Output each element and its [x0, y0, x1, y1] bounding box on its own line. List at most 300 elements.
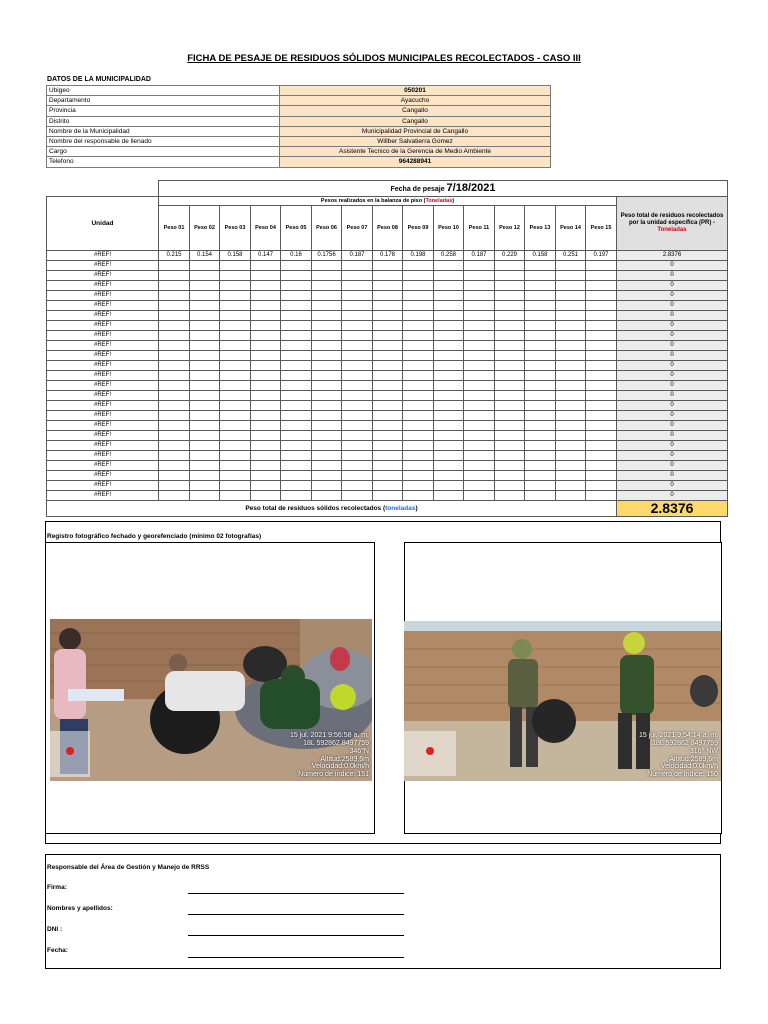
weight-cell[interactable]: [495, 291, 525, 301]
weight-cell[interactable]: [312, 361, 342, 371]
weight-cell[interactable]: [464, 301, 495, 311]
weight-cell[interactable]: [251, 311, 281, 321]
weight-cell[interactable]: [373, 321, 403, 331]
weight-cell[interactable]: [342, 461, 373, 471]
weight-cell[interactable]: [525, 331, 556, 341]
weight-cell[interactable]: [586, 461, 617, 471]
weight-cell[interactable]: [434, 461, 464, 471]
weight-cell[interactable]: [464, 411, 495, 421]
weight-cell[interactable]: [281, 441, 312, 451]
weight-cell[interactable]: [190, 261, 220, 271]
weight-cell[interactable]: 0.187: [342, 251, 373, 261]
weight-cell[interactable]: [495, 261, 525, 271]
weight-cell[interactable]: [434, 281, 464, 291]
weight-cell[interactable]: [556, 371, 586, 381]
weight-cell[interactable]: [464, 351, 495, 361]
weight-cell[interactable]: [373, 311, 403, 321]
weight-cell[interactable]: [464, 341, 495, 351]
weight-cell[interactable]: [434, 401, 464, 411]
weight-cell[interactable]: [159, 281, 190, 291]
weight-cell[interactable]: [464, 261, 495, 271]
weight-cell[interactable]: [190, 381, 220, 391]
weight-cell[interactable]: [342, 301, 373, 311]
weight-cell[interactable]: [251, 371, 281, 381]
weight-cell[interactable]: [525, 401, 556, 411]
weight-cell[interactable]: [373, 441, 403, 451]
weight-cell[interactable]: [251, 441, 281, 451]
weight-cell[interactable]: [342, 491, 373, 501]
weight-cell[interactable]: [586, 391, 617, 401]
weight-cell[interactable]: [373, 391, 403, 401]
weight-cell[interactable]: [556, 401, 586, 411]
weight-cell[interactable]: [586, 311, 617, 321]
weight-cell[interactable]: [495, 281, 525, 291]
weight-cell[interactable]: [373, 451, 403, 461]
weight-cell[interactable]: [464, 391, 495, 401]
weight-cell[interactable]: [220, 281, 251, 291]
weight-cell[interactable]: [190, 341, 220, 351]
weight-cell[interactable]: [373, 281, 403, 291]
weight-cell[interactable]: [403, 491, 434, 501]
weight-cell[interactable]: [434, 411, 464, 421]
weight-cell[interactable]: [373, 361, 403, 371]
weight-cell[interactable]: [342, 411, 373, 421]
weight-cell[interactable]: [342, 421, 373, 431]
dni-line[interactable]: [188, 935, 404, 936]
weight-cell[interactable]: [373, 371, 403, 381]
weight-cell[interactable]: [525, 411, 556, 421]
weight-cell[interactable]: [586, 471, 617, 481]
weight-cell[interactable]: [190, 471, 220, 481]
weight-cell[interactable]: [312, 311, 342, 321]
weight-cell[interactable]: [251, 381, 281, 391]
weight-cell[interactable]: [556, 341, 586, 351]
weight-cell[interactable]: [434, 271, 464, 281]
weight-cell[interactable]: [495, 451, 525, 461]
weight-cell[interactable]: [342, 471, 373, 481]
weight-cell[interactable]: [312, 411, 342, 421]
weight-cell[interactable]: [312, 331, 342, 341]
weight-cell[interactable]: [220, 371, 251, 381]
weight-cell[interactable]: [556, 441, 586, 451]
weight-cell[interactable]: [190, 311, 220, 321]
weight-cell[interactable]: [434, 321, 464, 331]
weight-cell[interactable]: 0.229: [495, 251, 525, 261]
weight-cell[interactable]: [342, 451, 373, 461]
weight-cell[interactable]: [373, 431, 403, 441]
weight-cell[interactable]: [586, 291, 617, 301]
weight-cell[interactable]: [251, 431, 281, 441]
weight-cell[interactable]: [403, 281, 434, 291]
weight-cell[interactable]: [556, 421, 586, 431]
weight-cell[interactable]: [342, 261, 373, 271]
weight-cell[interactable]: [342, 271, 373, 281]
weight-cell[interactable]: [586, 261, 617, 271]
weight-cell[interactable]: [403, 471, 434, 481]
weight-cell[interactable]: [190, 371, 220, 381]
weight-cell[interactable]: [190, 411, 220, 421]
weight-cell[interactable]: [281, 381, 312, 391]
weight-cell[interactable]: [159, 371, 190, 381]
weight-cell[interactable]: [159, 461, 190, 471]
weight-cell[interactable]: [525, 271, 556, 281]
weight-cell[interactable]: [556, 381, 586, 391]
weight-cell[interactable]: [220, 351, 251, 361]
weight-cell[interactable]: [281, 491, 312, 501]
weight-cell[interactable]: [281, 281, 312, 291]
weight-cell[interactable]: [281, 321, 312, 331]
weight-cell[interactable]: [495, 481, 525, 491]
weight-cell[interactable]: 0.198: [403, 251, 434, 261]
weight-cell[interactable]: [342, 431, 373, 441]
weight-cell[interactable]: [281, 481, 312, 491]
weight-cell[interactable]: [373, 481, 403, 491]
weight-cell[interactable]: [434, 361, 464, 371]
weight-cell[interactable]: [312, 371, 342, 381]
weight-cell[interactable]: [312, 481, 342, 491]
weight-cell[interactable]: [342, 391, 373, 401]
weight-cell[interactable]: [373, 301, 403, 311]
weight-cell[interactable]: 0.154: [190, 251, 220, 261]
weight-cell[interactable]: [525, 451, 556, 461]
weight-cell[interactable]: [220, 361, 251, 371]
weight-cell[interactable]: 0.258: [434, 251, 464, 261]
weight-cell[interactable]: [586, 351, 617, 361]
weight-cell[interactable]: [586, 271, 617, 281]
weight-cell[interactable]: [251, 261, 281, 271]
weight-cell[interactable]: [556, 461, 586, 471]
weight-cell[interactable]: [586, 331, 617, 341]
weight-cell[interactable]: [556, 351, 586, 361]
weight-cell[interactable]: [159, 261, 190, 271]
weight-cell[interactable]: [281, 301, 312, 311]
weight-cell[interactable]: [220, 311, 251, 321]
weight-cell[interactable]: [464, 291, 495, 301]
weight-cell[interactable]: [220, 331, 251, 341]
weight-cell[interactable]: [434, 291, 464, 301]
weight-cell[interactable]: [342, 371, 373, 381]
weight-cell[interactable]: [464, 421, 495, 431]
weight-cell[interactable]: [281, 401, 312, 411]
weight-cell[interactable]: [159, 311, 190, 321]
weight-cell[interactable]: [190, 491, 220, 501]
weight-cell[interactable]: [281, 291, 312, 301]
weight-cell[interactable]: [190, 271, 220, 281]
weight-cell[interactable]: [434, 471, 464, 481]
weight-cell[interactable]: 0.147: [251, 251, 281, 261]
weight-cell[interactable]: [495, 461, 525, 471]
weight-cell[interactable]: [434, 261, 464, 271]
weight-cell[interactable]: [373, 471, 403, 481]
weight-cell[interactable]: [556, 391, 586, 401]
weight-cell[interactable]: [281, 391, 312, 401]
weight-cell[interactable]: [525, 461, 556, 471]
firma-line[interactable]: [188, 893, 404, 894]
weight-cell[interactable]: [373, 341, 403, 351]
weight-cell[interactable]: [586, 281, 617, 291]
weight-cell[interactable]: [403, 381, 434, 391]
weight-cell[interactable]: [373, 421, 403, 431]
weight-cell[interactable]: [586, 441, 617, 451]
weight-cell[interactable]: [159, 431, 190, 441]
weight-cell[interactable]: [342, 441, 373, 451]
weight-cell[interactable]: [434, 381, 464, 391]
weight-cell[interactable]: [556, 431, 586, 441]
weight-cell[interactable]: [403, 341, 434, 351]
weight-cell[interactable]: [586, 491, 617, 501]
weight-cell[interactable]: [281, 351, 312, 361]
weight-cell[interactable]: [281, 371, 312, 381]
weight-cell[interactable]: [434, 301, 464, 311]
weight-cell[interactable]: [464, 491, 495, 501]
weight-cell[interactable]: [403, 361, 434, 371]
weight-cell[interactable]: 0.16: [281, 251, 312, 261]
weight-cell[interactable]: [159, 391, 190, 401]
weight-cell[interactable]: [251, 401, 281, 411]
weight-cell[interactable]: [403, 331, 434, 341]
weight-cell[interactable]: [220, 461, 251, 471]
weight-cell[interactable]: [190, 351, 220, 361]
weight-cell[interactable]: [373, 411, 403, 421]
weight-cell[interactable]: [251, 411, 281, 421]
weight-cell[interactable]: [312, 301, 342, 311]
weight-cell[interactable]: [495, 441, 525, 451]
weight-cell[interactable]: [220, 321, 251, 331]
weight-cell[interactable]: [312, 281, 342, 291]
weight-cell[interactable]: [495, 361, 525, 371]
weight-cell[interactable]: [251, 341, 281, 351]
weight-cell[interactable]: [251, 321, 281, 331]
weight-cell[interactable]: [525, 421, 556, 431]
weight-cell[interactable]: [220, 401, 251, 411]
weight-cell[interactable]: [434, 481, 464, 491]
weight-cell[interactable]: [342, 351, 373, 361]
weight-cell[interactable]: [251, 301, 281, 311]
weight-cell[interactable]: [556, 281, 586, 291]
weight-cell[interactable]: [312, 351, 342, 361]
weight-cell[interactable]: [281, 421, 312, 431]
weight-cell[interactable]: [251, 391, 281, 401]
weight-cell[interactable]: [342, 361, 373, 371]
weight-cell[interactable]: [281, 331, 312, 341]
weight-cell[interactable]: [556, 321, 586, 331]
weight-cell[interactable]: [312, 441, 342, 451]
weight-cell[interactable]: [312, 321, 342, 331]
weight-cell[interactable]: [220, 271, 251, 281]
weight-cell[interactable]: [495, 311, 525, 321]
weight-cell[interactable]: 0.1756: [312, 251, 342, 261]
weight-cell[interactable]: [373, 491, 403, 501]
weight-cell[interactable]: [373, 381, 403, 391]
weight-cell[interactable]: 0.197: [586, 251, 617, 261]
weight-cell[interactable]: [220, 491, 251, 501]
weight-cell[interactable]: [159, 341, 190, 351]
weight-cell[interactable]: [556, 311, 586, 321]
weight-cell[interactable]: [556, 451, 586, 461]
weight-cell[interactable]: [403, 441, 434, 451]
weight-cell[interactable]: [281, 361, 312, 371]
weight-cell[interactable]: [159, 351, 190, 361]
weight-cell[interactable]: 0.158: [525, 251, 556, 261]
weight-cell[interactable]: [159, 271, 190, 281]
weight-cell[interactable]: 0.251: [556, 251, 586, 261]
weight-cell[interactable]: [403, 411, 434, 421]
weight-cell[interactable]: [495, 381, 525, 391]
weight-cell[interactable]: [495, 471, 525, 481]
weight-cell[interactable]: [403, 261, 434, 271]
nombres-line[interactable]: [188, 914, 404, 915]
weight-cell[interactable]: [190, 321, 220, 331]
weight-cell[interactable]: [312, 261, 342, 271]
weight-cell[interactable]: [556, 271, 586, 281]
weight-cell[interactable]: [403, 461, 434, 471]
weight-cell[interactable]: [220, 441, 251, 451]
weight-cell[interactable]: [525, 341, 556, 351]
weight-cell[interactable]: [464, 381, 495, 391]
weight-cell[interactable]: [251, 271, 281, 281]
weight-cell[interactable]: [464, 371, 495, 381]
weight-cell[interactable]: [312, 451, 342, 461]
weight-cell[interactable]: [403, 401, 434, 411]
weight-cell[interactable]: [403, 431, 434, 441]
weight-cell[interactable]: [220, 481, 251, 491]
weight-cell[interactable]: [251, 461, 281, 471]
weight-cell[interactable]: [495, 331, 525, 341]
weight-cell[interactable]: [403, 301, 434, 311]
weight-cell[interactable]: [586, 421, 617, 431]
weight-cell[interactable]: [434, 391, 464, 401]
weight-cell[interactable]: [586, 341, 617, 351]
weight-cell[interactable]: [464, 441, 495, 451]
weight-cell[interactable]: [190, 291, 220, 301]
weight-cell[interactable]: [220, 381, 251, 391]
weight-cell[interactable]: [251, 421, 281, 431]
weight-cell[interactable]: [495, 351, 525, 361]
weight-cell[interactable]: [251, 451, 281, 461]
weight-cell[interactable]: [373, 401, 403, 411]
weight-cell[interactable]: [525, 291, 556, 301]
weight-cell[interactable]: [312, 401, 342, 411]
weight-cell[interactable]: [403, 451, 434, 461]
weight-cell[interactable]: [373, 261, 403, 271]
weight-cell[interactable]: [159, 321, 190, 331]
weight-cell[interactable]: [556, 301, 586, 311]
weight-cell[interactable]: [312, 491, 342, 501]
weight-cell[interactable]: [159, 481, 190, 491]
weight-cell[interactable]: [220, 291, 251, 301]
weight-cell[interactable]: [342, 381, 373, 391]
weight-cell[interactable]: [159, 421, 190, 431]
weight-cell[interactable]: [373, 331, 403, 341]
weight-cell[interactable]: [586, 371, 617, 381]
fecha-line[interactable]: [188, 957, 404, 958]
weight-cell[interactable]: [312, 271, 342, 281]
weight-cell[interactable]: [495, 321, 525, 331]
weight-cell[interactable]: [159, 291, 190, 301]
weight-cell[interactable]: [342, 311, 373, 321]
weight-cell[interactable]: [525, 321, 556, 331]
weight-cell[interactable]: [464, 361, 495, 371]
weight-cell[interactable]: [251, 281, 281, 291]
weight-cell[interactable]: [220, 341, 251, 351]
weight-cell[interactable]: [464, 271, 495, 281]
weight-cell[interactable]: [525, 381, 556, 391]
weight-cell[interactable]: [525, 351, 556, 361]
weight-cell[interactable]: [312, 381, 342, 391]
weight-cell[interactable]: [434, 451, 464, 461]
weight-cell[interactable]: [373, 271, 403, 281]
weight-cell[interactable]: [434, 311, 464, 321]
weight-cell[interactable]: [495, 271, 525, 281]
weight-cell[interactable]: [586, 451, 617, 461]
weight-cell[interactable]: [159, 441, 190, 451]
weight-cell[interactable]: [556, 481, 586, 491]
weight-cell[interactable]: [434, 431, 464, 441]
weight-cell[interactable]: [251, 491, 281, 501]
weight-cell[interactable]: [586, 381, 617, 391]
weight-cell[interactable]: [403, 371, 434, 381]
weight-cell[interactable]: [556, 261, 586, 271]
weight-cell[interactable]: [220, 421, 251, 431]
weight-cell[interactable]: [586, 481, 617, 491]
weight-cell[interactable]: 0.178: [373, 251, 403, 261]
weight-cell[interactable]: [159, 411, 190, 421]
weight-cell[interactable]: [464, 281, 495, 291]
weight-cell[interactable]: [159, 331, 190, 341]
weight-cell[interactable]: [403, 351, 434, 361]
weight-cell[interactable]: [281, 431, 312, 441]
weight-cell[interactable]: [495, 341, 525, 351]
weight-cell[interactable]: [220, 411, 251, 421]
weight-cell[interactable]: [525, 301, 556, 311]
weight-cell[interactable]: [220, 451, 251, 461]
weight-cell[interactable]: [190, 281, 220, 291]
weight-cell[interactable]: [495, 431, 525, 441]
weight-cell[interactable]: [434, 331, 464, 341]
weight-cell[interactable]: [434, 371, 464, 381]
weight-cell[interactable]: [525, 471, 556, 481]
weight-cell[interactable]: [556, 411, 586, 421]
weight-cell[interactable]: [525, 261, 556, 271]
weight-cell[interactable]: [586, 401, 617, 411]
weight-cell[interactable]: [251, 331, 281, 341]
weight-cell[interactable]: [495, 421, 525, 431]
weight-cell[interactable]: [190, 441, 220, 451]
weight-cell[interactable]: [586, 361, 617, 371]
weight-cell[interactable]: [190, 331, 220, 341]
weight-cell[interactable]: [159, 301, 190, 311]
weight-cell[interactable]: 0.158: [220, 251, 251, 261]
weight-cell[interactable]: [464, 311, 495, 321]
weight-cell[interactable]: [342, 401, 373, 411]
weight-cell[interactable]: [312, 291, 342, 301]
weight-cell[interactable]: [159, 451, 190, 461]
weight-cell[interactable]: [464, 401, 495, 411]
weight-cell[interactable]: [220, 391, 251, 401]
weight-cell[interactable]: [190, 461, 220, 471]
weight-cell[interactable]: [403, 481, 434, 491]
weight-cell[interactable]: [159, 491, 190, 501]
weight-cell[interactable]: [312, 431, 342, 441]
weight-cell[interactable]: [190, 431, 220, 441]
weight-cell[interactable]: [251, 481, 281, 491]
weight-cell[interactable]: [525, 361, 556, 371]
weight-cell[interactable]: [464, 471, 495, 481]
weight-cell[interactable]: [220, 471, 251, 481]
weight-cell[interactable]: [556, 471, 586, 481]
weight-cell[interactable]: [281, 271, 312, 281]
weight-cell[interactable]: [159, 471, 190, 481]
